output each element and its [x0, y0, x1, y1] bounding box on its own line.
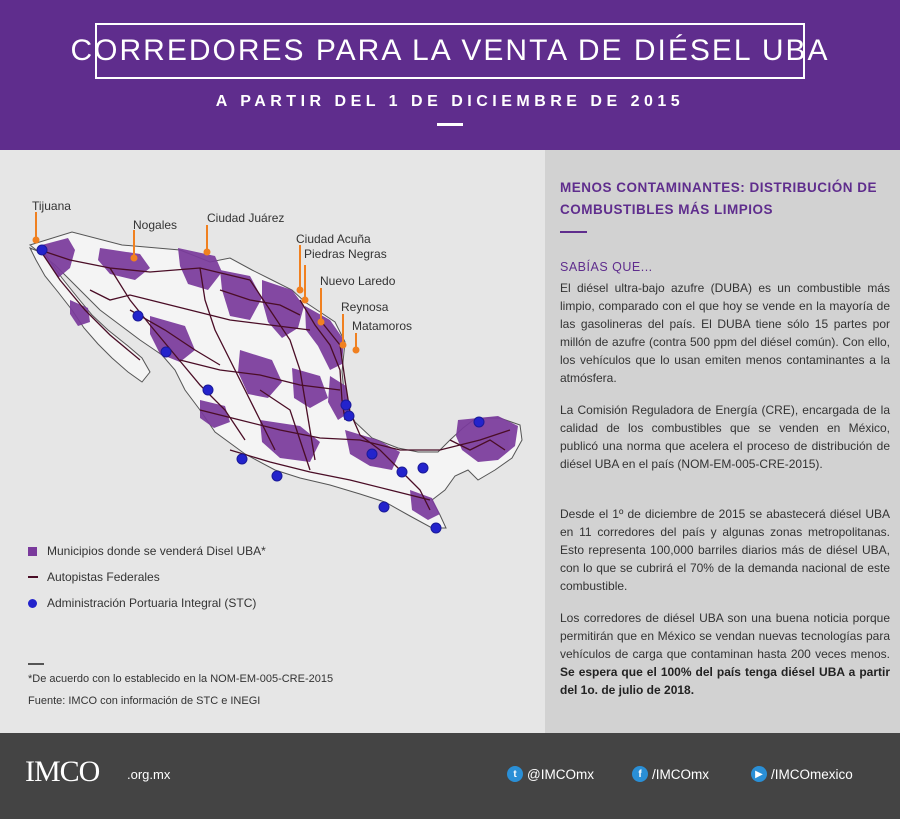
port-dot [237, 454, 247, 464]
port-dot [341, 400, 351, 410]
legend-municipios-label: Municipios donde se venderá Disel UBA* [47, 544, 266, 558]
city-label-acuna: Ciudad Acuña [296, 232, 371, 246]
legend-autopistas [28, 570, 160, 584]
port-dot [37, 245, 47, 255]
city-label-tijuana: Tijuana [32, 199, 71, 213]
paragraph-4-text: Los corredores de diésel UBA son una buena noticia porque permitirán que en México se vendan nuevas tecnologías para vehículos de carga que contaminan hasta 200 veces menos. [560, 611, 890, 661]
port-dot [133, 311, 143, 321]
port-dot [161, 347, 171, 357]
port-dot [431, 523, 441, 533]
city-marker-nuevo-laredo [319, 320, 324, 325]
youtube-link[interactable] [751, 766, 853, 782]
city-marker-reynosa [341, 343, 346, 348]
legend-dot-icon [28, 599, 37, 608]
port-dot [379, 502, 389, 512]
header-divider [437, 123, 463, 126]
city-marker-matamoros [354, 348, 359, 353]
logo-suffix[interactable]: .org.mx [127, 767, 171, 782]
page-subtitle: A PARTIR DEL 1 DE DICIEMBRE DE 2015 [215, 93, 685, 110]
youtube-icon: ▶ [751, 766, 767, 782]
port-dot [272, 471, 282, 481]
port-dot [474, 417, 484, 427]
paragraph-3: Desde el 1º de diciembre de 2015 se abastecerá diésel UBA en 11 corredores del país y algunas zonas metropolitanas. Esto representa 100,000 barriles diarios más de diésel UBA, con lo que se cubrirá el 70% de la demanda nacional de este combustible. [560, 507, 890, 593]
paragraph-4-bold: Se espera que el 100% del país tenga diésel UBA a partir del 1o. de julio de 2018. [560, 665, 890, 697]
footnote-note: *De acuerdo con lo establecido en la NOM-EM-005-CRE-2015 [28, 673, 334, 685]
city-marker-juarez [205, 250, 210, 255]
footnote-source: Fuente: IMCO con información de STC e INEGI [28, 695, 261, 707]
port-dot [344, 411, 354, 421]
twitter-icon: t [507, 766, 523, 782]
city-label-matamoros: Matamoros [352, 319, 413, 333]
sabias-que-heading: SABÍAS QUE... [560, 260, 653, 274]
port-dot [367, 449, 377, 459]
legend-puertos-label: Administración Portuaria Integral (STC) [47, 596, 257, 610]
legend-autopistas-label: Autopistas Federales [47, 570, 160, 584]
city-label-piedras-negras: Piedras Negras [304, 247, 387, 261]
page-title: CORREDORES PARA LA VENTA DE DIÉSEL UBA [70, 34, 830, 67]
city-label-nuevo-laredo: Nuevo Laredo [320, 274, 396, 288]
paragraph-4 [560, 609, 890, 699]
youtube-handle: /IMCOmexico [771, 766, 853, 782]
twitter-handle: @IMCOmx [527, 766, 594, 782]
legend-square-icon [28, 547, 37, 556]
city-label-reynosa: Reynosa [341, 300, 389, 314]
side-heading: MENOS CONTAMINANTES: DISTRIBUCIÓN DE COMBUSTIBLES MÁS LIMPIOS [560, 180, 877, 217]
city-marker-nogales [132, 256, 137, 261]
footer [0, 733, 900, 819]
facebook-icon: f [632, 766, 648, 782]
paragraph-1: El diésel ultra-bajo azufre (DUBA) es un combustible más limpio, comparado con el que hoy se vende en la mayoría de las gasolineras del país. El DUBA tiene sólo 15 partes por millón de azufre (contra 500 ppm del diésel común). Con ello, los vehículos que lo usan emiten menos contaminantes a la atmósfera. [560, 281, 890, 385]
facebook-link[interactable] [632, 766, 709, 782]
side-divider [560, 231, 587, 233]
facebook-handle: /IMCOmx [652, 766, 709, 782]
port-dot [397, 467, 407, 477]
title-box [70, 23, 830, 79]
city-marker-piedras-negras [303, 298, 308, 303]
map-panel [0, 150, 545, 733]
twitter-link[interactable] [507, 766, 594, 782]
mexico-map [0, 150, 545, 733]
imco-logo[interactable]: IMCO [25, 755, 100, 788]
info-side-panel [545, 150, 900, 733]
city-marker-tijuana [34, 238, 39, 243]
header-banner [0, 0, 900, 150]
legend-puertos [28, 596, 256, 610]
city-label-juarez: Ciudad Juárez [207, 211, 285, 225]
legend-line-icon [28, 576, 38, 578]
footnote-divider [28, 663, 44, 665]
paragraph-2: La Comisión Reguladora de Energía (CRE), encargada de la calidad de los combustibles que se venden en México, publicó una norma que acelera el proceso de distribución de diésel UBA en el país (NOM-EM-005-CRE-2015). [560, 403, 890, 471]
legend-municipios [28, 544, 266, 558]
port-dot [203, 385, 213, 395]
port-dot [418, 463, 428, 473]
city-label-nogales: Nogales [133, 218, 178, 232]
city-marker-acuna [298, 288, 303, 293]
